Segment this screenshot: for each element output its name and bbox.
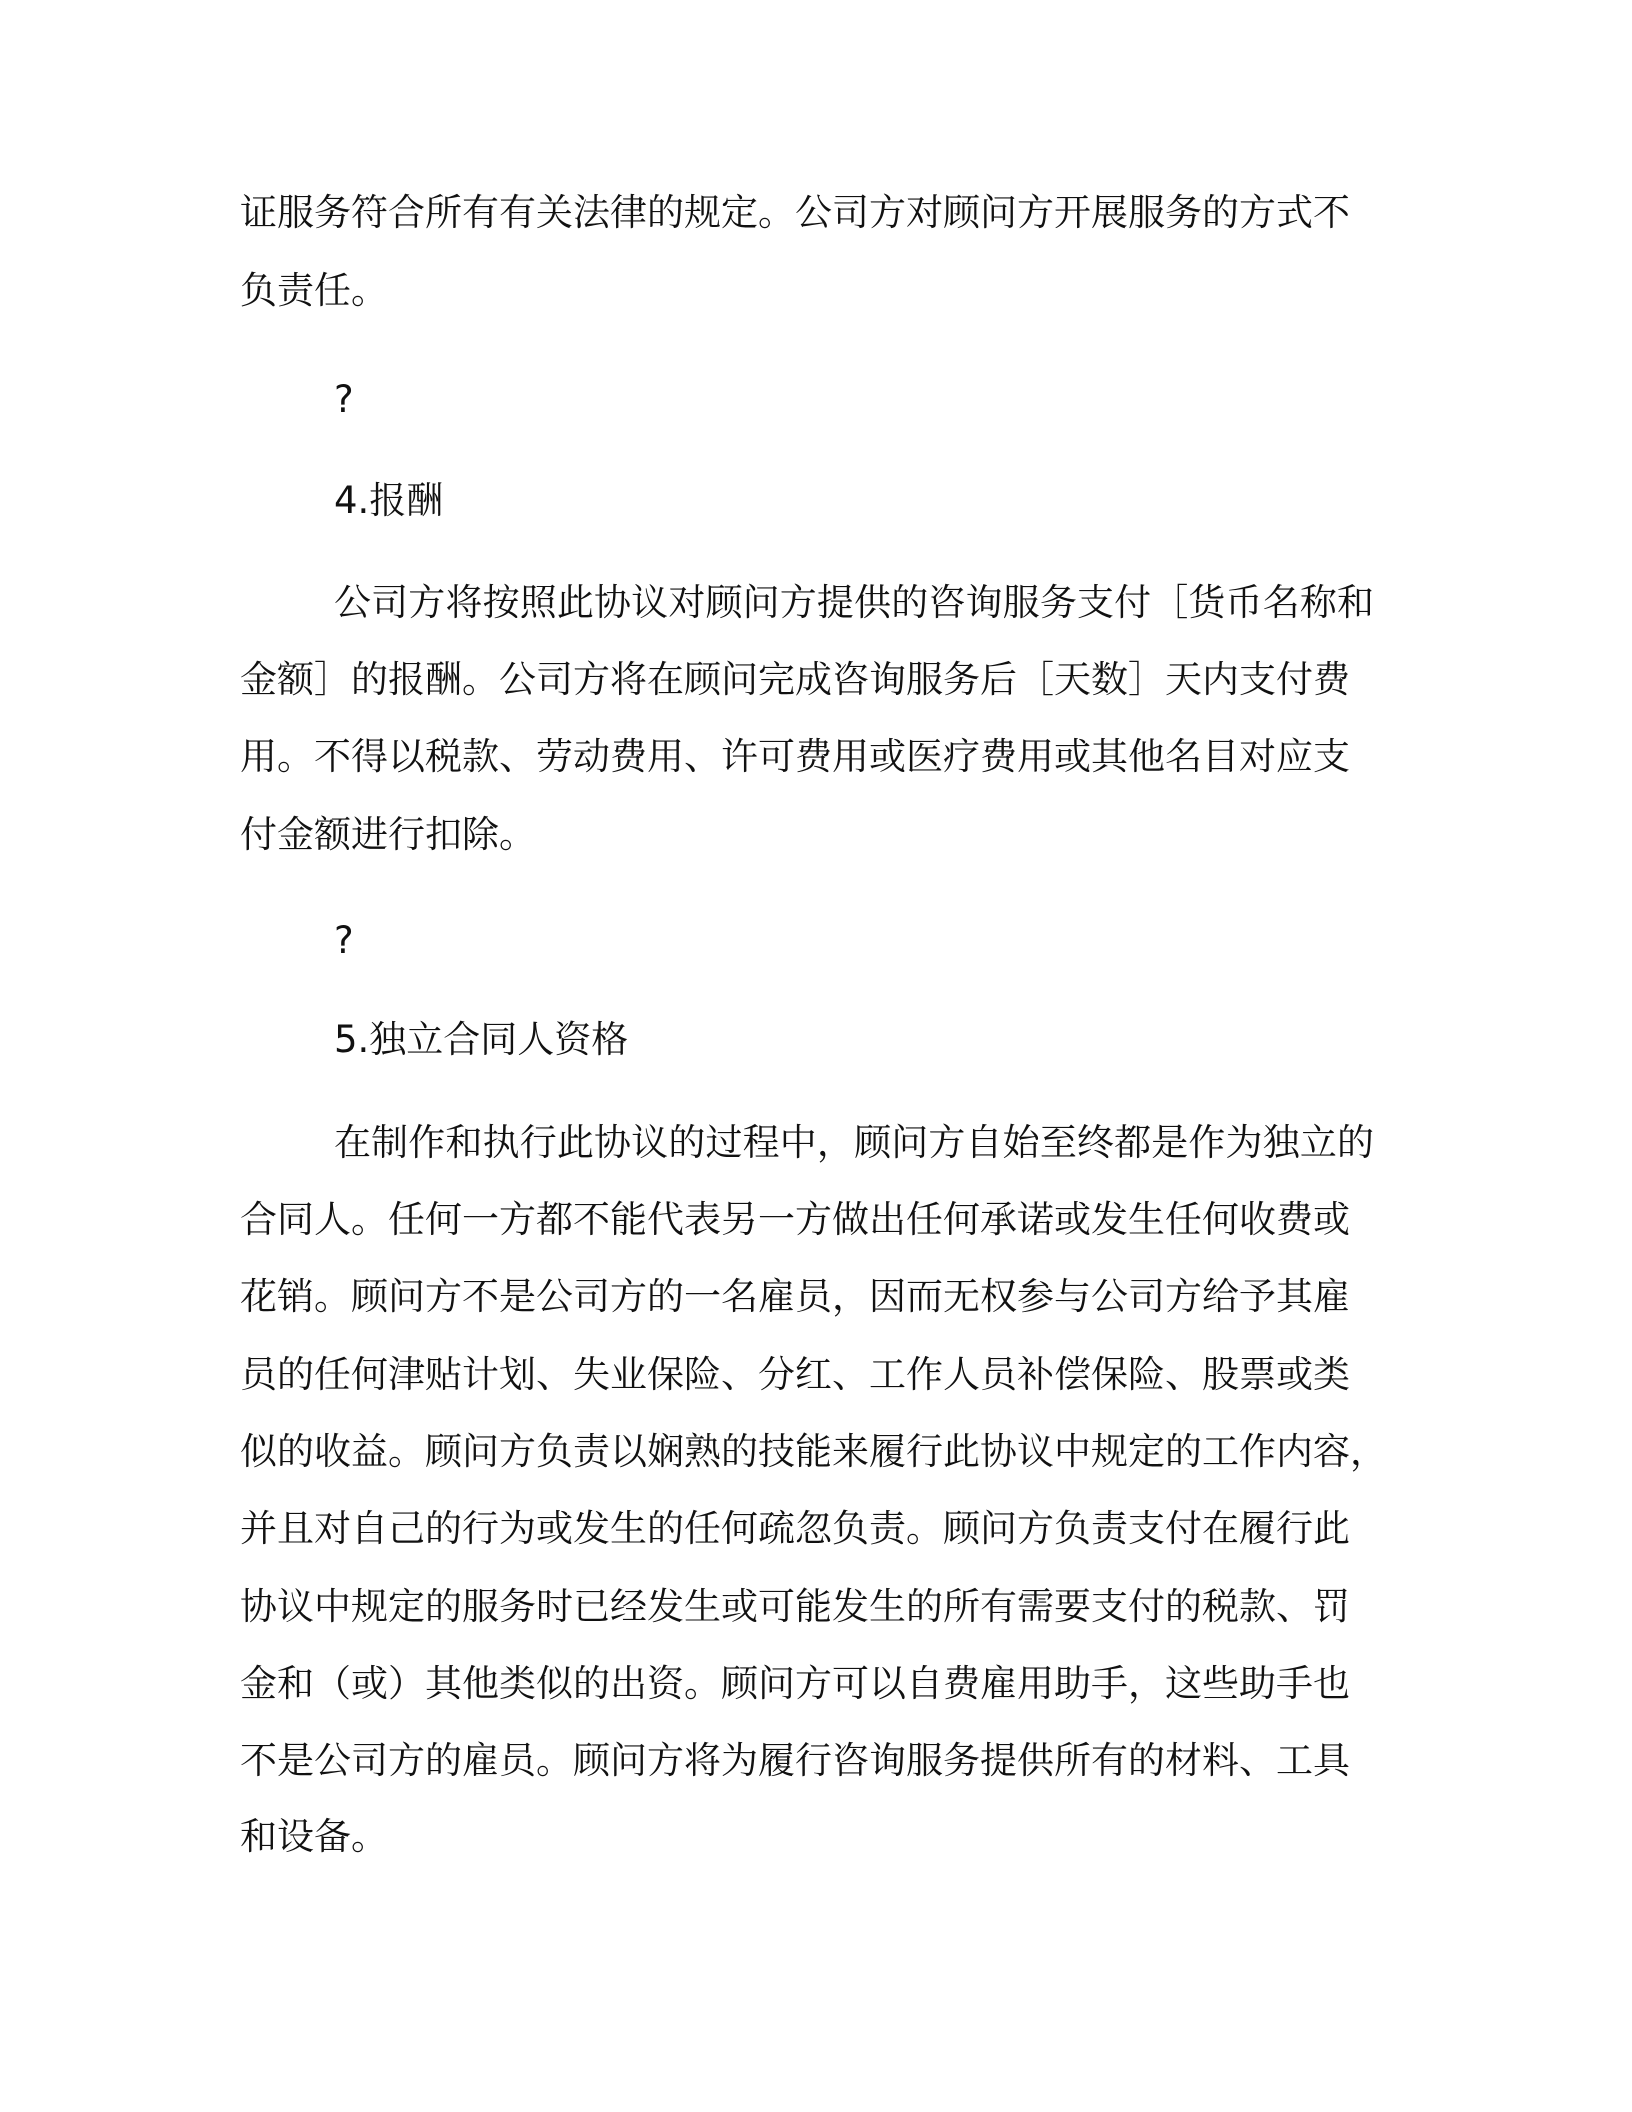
- paragraph-line: 金和（或）其他类似的出资。顾问方可以自费雇用助手，这些助手也: [240, 1662, 1350, 1705]
- paragraph-line: 公司方将按照此协议对顾问方提供的咨询服务支付［货币名称和: [334, 581, 1374, 624]
- paragraph-line: 似的收益。顾问方负责以娴熟的技能来履行此协议中规定的工作内容，: [240, 1430, 1387, 1473]
- paragraph-line: 负责任。: [240, 269, 388, 312]
- paragraph-line: 并且对自己的行为或发生的任何疏忽负责。顾问方负责支付在履行此: [240, 1507, 1350, 1550]
- placeholder-mark: ?: [334, 378, 354, 421]
- paragraph-line: 用。不得以税款、劳动费用、许可费用或医疗费用或其他名目对应支: [240, 735, 1350, 778]
- paragraph-line: 不是公司方的雇员。顾问方将为履行咨询服务提供所有的材料、工具: [240, 1739, 1350, 1782]
- section-heading-remuneration: 4.报酬: [334, 479, 444, 522]
- paragraph-line: 合同人。任何一方都不能代表另一方做出任何承诺或发生任何收费或: [240, 1198, 1350, 1241]
- paragraph-line: 花销。顾问方不是公司方的一名雇员，因而无权参与公司方给予其雇: [240, 1275, 1350, 1318]
- paragraph-line: 协议中规定的服务时已经发生或可能发生的所有需要支付的税款、罚: [240, 1585, 1350, 1628]
- paragraph-line: 证服务符合所有有关法律的规定。公司方对顾问方开展服务的方式不: [240, 191, 1350, 234]
- paragraph-line: 员的任何津贴计划、失业保险、分红、工作人员补偿保险、股票或类: [240, 1353, 1350, 1396]
- paragraph-line: 付金额进行扣除。: [240, 813, 536, 856]
- paragraph-line: 金额］的报酬。公司方将在顾问完成咨询服务后［天数］天内支付费: [240, 658, 1350, 701]
- paragraph-line: 在制作和执行此协议的过程中，顾问方自始至终都是作为独立的: [334, 1121, 1374, 1164]
- placeholder-mark: ?: [334, 919, 354, 962]
- section-heading-independent-contractor: 5.独立合同人资格: [334, 1018, 629, 1061]
- paragraph-line: 和设备。: [240, 1815, 388, 1858]
